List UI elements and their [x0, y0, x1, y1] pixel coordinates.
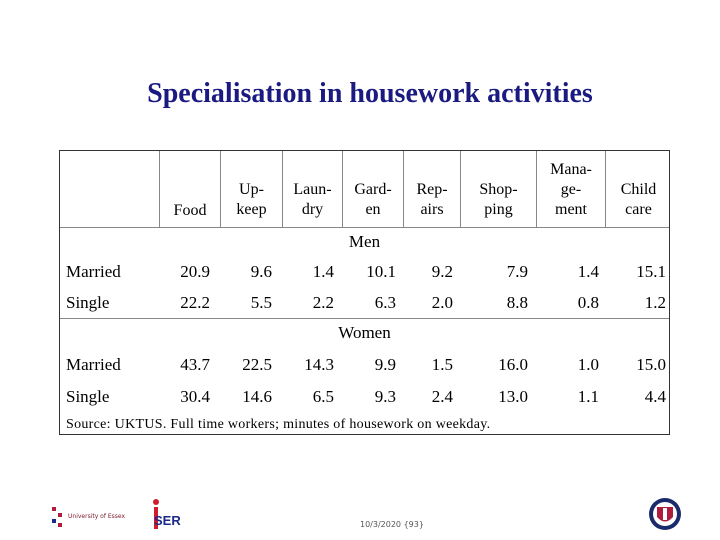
col-header-label: Rep-	[416, 181, 448, 198]
col-header-label: Mana-	[550, 161, 592, 178]
table-cell: 6.3	[374, 293, 396, 312]
table-cell: 15.0	[636, 355, 666, 374]
col-header-upkeep	[221, 180, 282, 220]
table-cell: 2.2	[312, 293, 334, 312]
table-cell: 15.1	[636, 262, 666, 281]
col-header-label: dry	[301, 201, 324, 218]
col-header-label: airs	[420, 201, 444, 218]
table-cell: 43.7	[180, 355, 210, 374]
table-cell: 14.6	[242, 387, 272, 406]
col-header-label: ge-	[560, 181, 582, 198]
crest-logo	[648, 496, 682, 532]
university-logo-mark-icon	[50, 505, 68, 529]
table-cell: 1.2	[644, 293, 666, 312]
table-cell: 0.8	[577, 293, 599, 312]
iser-logo	[150, 497, 190, 531]
table-cell: 14.3	[304, 355, 334, 374]
col-header-food	[160, 201, 220, 221]
table-cell: 30.4	[180, 387, 210, 406]
table-cell: 8.8	[506, 293, 528, 312]
table-cell: 1.0	[577, 355, 599, 374]
row-label: Married	[66, 355, 121, 374]
source-note: Source: UKTUS. Full time workers; minutes of housework on weekday.	[66, 417, 491, 432]
col-header-childcare	[606, 180, 671, 220]
table-cell: 20.9	[180, 262, 210, 281]
section-men: Men	[348, 232, 381, 251]
col-header-label: ping	[484, 201, 513, 218]
col-header-shopping	[461, 180, 536, 220]
table-cell: 5.5	[250, 293, 272, 312]
crest-icon	[648, 496, 682, 532]
table-cell: 13.0	[498, 387, 528, 406]
table-cell: 10.1	[366, 262, 396, 281]
table-cell: 1.4	[577, 262, 599, 281]
university-logo	[50, 505, 145, 531]
row-label: Married	[66, 262, 121, 281]
table-cell: 7.9	[506, 262, 528, 281]
table-cell: 9.3	[374, 387, 396, 406]
table-cell: 1.1	[577, 387, 599, 406]
table-cell: 9.6	[250, 262, 272, 281]
col-header-label: Laun-	[293, 181, 332, 198]
slide-title: Specialisation in housework activities	[147, 78, 593, 109]
table-cell: 9.9	[374, 355, 396, 374]
col-header-garden	[343, 180, 403, 220]
grid-line	[60, 227, 669, 228]
col-header-label: Child	[620, 181, 657, 198]
grid-line	[60, 318, 669, 319]
col-header-label: Gard-	[354, 181, 392, 198]
col-header-laundry	[283, 180, 342, 220]
row-label: Single	[66, 387, 110, 406]
col-header-label: Food	[173, 202, 207, 219]
col-header-label: care	[625, 201, 652, 218]
col-header-repairs	[404, 180, 460, 220]
table-cell: 22.2	[180, 293, 210, 312]
col-header-label: en	[365, 201, 381, 218]
table-cell: 2.0	[431, 293, 453, 312]
table-cell: 6.5	[312, 387, 334, 406]
table-cell: 2.4	[431, 387, 453, 406]
row-label: Single	[66, 293, 110, 312]
iser-logo-text-icon: SER	[154, 513, 181, 528]
housework-table	[59, 150, 670, 435]
table-cell: 1.4	[312, 262, 334, 281]
col-header-label: ment	[555, 201, 587, 218]
table-cell: 9.2	[431, 262, 453, 281]
table-cell: 4.4	[644, 387, 666, 406]
col-header-management	[537, 160, 605, 220]
university-logo-text-icon: University of Essex	[68, 513, 126, 520]
col-header-label: Shop-	[479, 181, 518, 198]
table-cell: 22.5	[242, 355, 272, 374]
section-women: Women	[338, 323, 391, 342]
col-header-label: Up-	[239, 181, 264, 198]
col-header-label: keep	[236, 201, 267, 218]
table-cell: 16.0	[498, 355, 528, 374]
table-cell: 1.5	[431, 355, 453, 374]
slide-footer: 10/3/2020 {93}	[360, 520, 424, 529]
